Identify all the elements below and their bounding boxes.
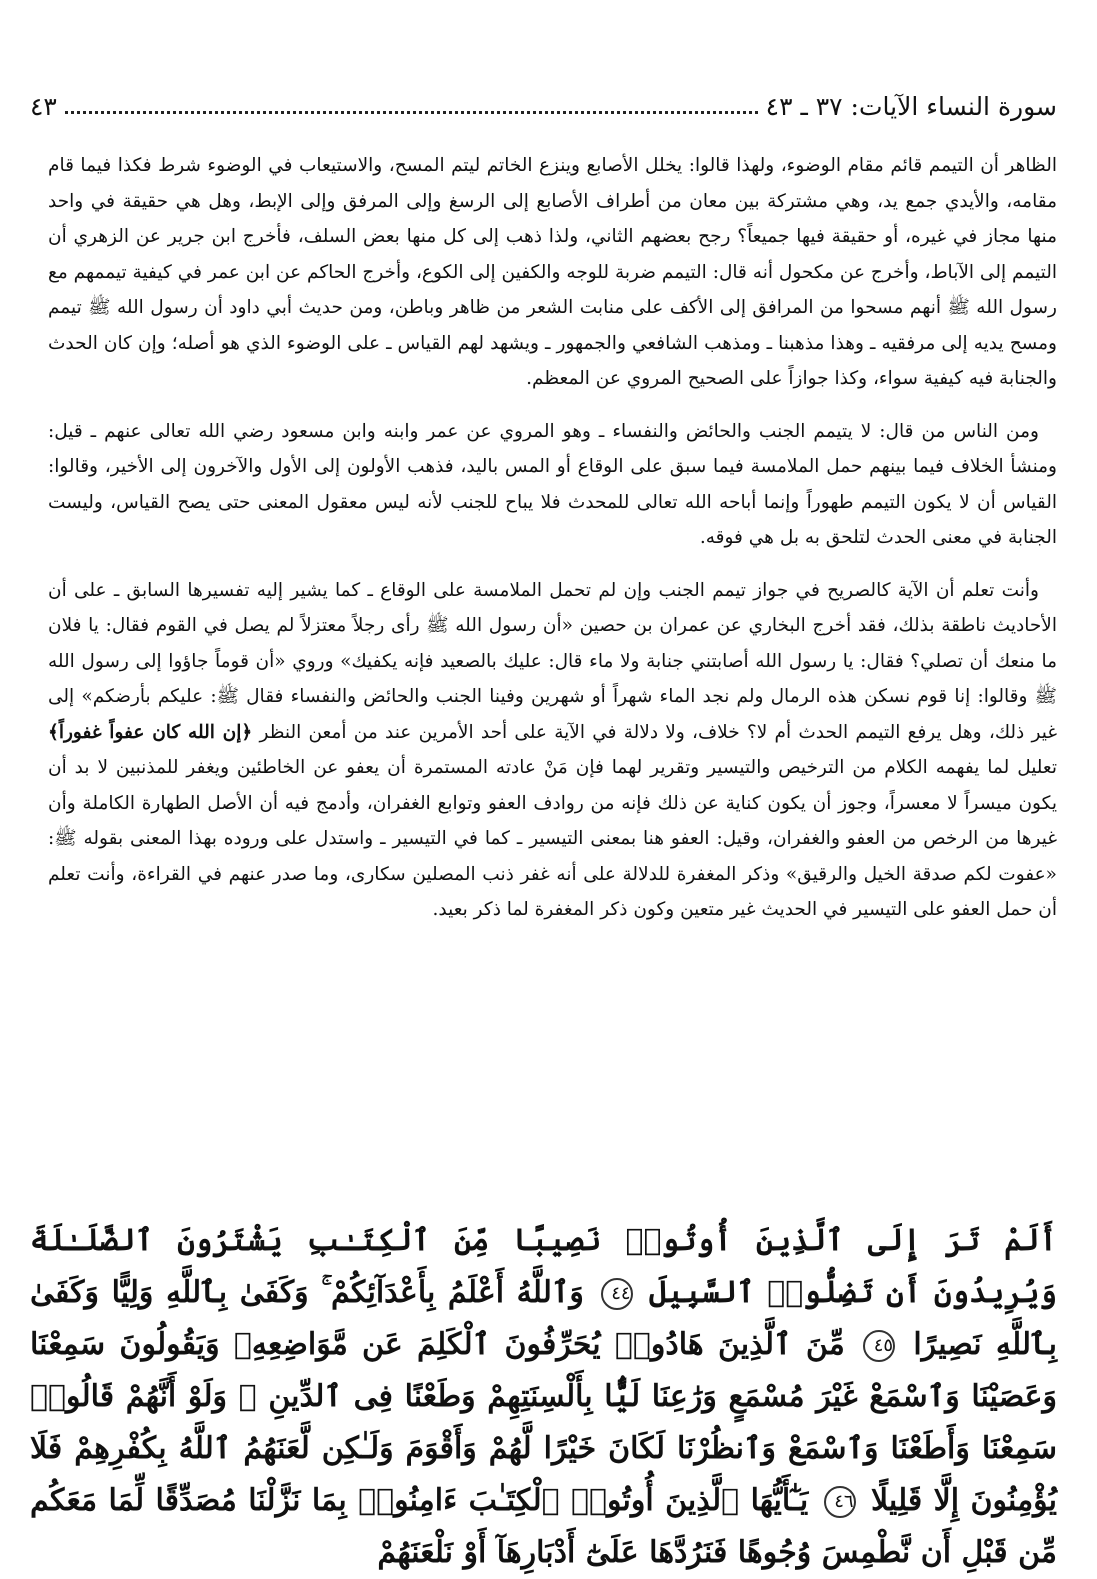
running-header xyxy=(30,88,1057,124)
ayah-number-45: ٤٥ xyxy=(863,1330,895,1362)
commentary-text xyxy=(48,148,1057,945)
page-number: ٤٣ xyxy=(30,91,57,121)
paragraph-3-part-1: وأنت تعلم أن الآية كالصريح في جواز تيمم الجنب وإن لم تحمل الملامسة على الوقاع ـ كما يشير إليه تفسيرها السابق ـ على أن الأحاديث ناطقة بذلك، فقد أخرج البخاري عن عمران بن حصين «أن رسول الله ﷺ رأى رجلاً معتزلاً لم يصل في القوم فقال: يا فلان ما منعك أن تصلي؟ فقال: يا رسول الله أصابتني جنابة ولا ماء قال: عليك بالصعيد فإنه يكفيك» وروي «أن قوماً جاؤوا إلى رسول الله ﷺ وقالوا: إنا قوم نسكن هذه الرمال ولم نجد الماء شهراً أو شهرين وفينا الجنب والحائض والنفساء فقال ﷺ: عليكم بأرضكم» إلى غير ذلك، وهل يرفع التيمم الحدث أم لا؟ خلاف، ولا دلالة في الآية على أحد الأمرين عند من أمعن النظر xyxy=(48,579,1057,743)
ayah-number-44: ٤٤ xyxy=(601,1278,633,1310)
header-dotted-leader xyxy=(65,111,758,114)
paragraph-3-part-2: تعليل لما يفهمه الكلام من الترخيص والتيسير وتقرير لهما فإن مَنْ عادته المستمرة أن يعفو عن الخاطئين ويغفر للمذنبين لا بد أن يكون ميسراً لا معسراً، وجوز أن يكون كناية عن ذلك فإنه من روادف العفو وتوابع الغفران، وأدمج فيه أن الأصل الطهارة الكاملة وأن غيرها من الرخص من العفو والغفران، وقيل: العفو هنا بمعنى التيسير ـ كما في التيسير ـ واستدل على وروده بهذا المعنى بقوله ﷺ: «عفوت لكم صدقة الخيل والرقيق» وذكر المغفرة للدلالة على أنه غفر ذنب المصلين سكارى، وما صدر عنهم في القراءة، وأنت تعلم أن حمل العفو على التيسير في الحديث غير متعين وكون ذكر المغفرة لما ذكر بعيد. xyxy=(48,757,1057,920)
ayah-number-46: ٤٦ xyxy=(824,1486,856,1518)
commentary-paragraph-3 xyxy=(48,573,1057,928)
verse-46: مِّنَ ٱلَّذِينَ هَادُوا۟ يُحَرِّفُونَ ٱلْكَلِمَ عَن مَّوَاضِعِهِۦ وَيَقُولُونَ سَمِعْنَا وَعَصَيْنَا وَٱسْمَعْ غَيْرَ مُسْمَعٍ وَرَٰعِنَا لَيًّۢا بِأَلْسِنَتِهِمْ وَطَعْنًا فِى ٱلدِّينِ ۚ وَلَوْ أَنَّهُمْ قَالُوا۟ سَمِعْنَا وَأَطَعْنَا وَٱسْمَعْ وَٱنظُرْنَا لَكَانَ خَيْرًا لَّهُمْ وَأَقْوَمَ وَلَـٰكِن لَّعَنَهُمُ ٱللَّهُ بِكُفْرِهِمْ فَلَا يُؤْمِنُونَ إِلَّا قَلِيلًا xyxy=(30,1327,1058,1518)
verse-47: يَـٰٓأَيُّهَا ٱلَّذِينَ أُوتُوا۟ ٱلْكِتَـٰبَ ءَامِنُوا۟ بِمَا نَزَّلْنَا مُصَدِّقًا لِّمَا مَعَكُم مِّن قَبْلِ أَن نَّطْمِسَ وُجُوهًا فَنَرُدَّهَا عَلَىٰٓ أَدْبَارِهَآ أَوْ نَلْعَنَهُمْ xyxy=(30,1483,1057,1570)
quoted-verse-fragment: ﴿إن الله كان عفواً غفوراً﴾ xyxy=(48,721,253,743)
verse-44: أَلَمْ تَرَ إِلَى ٱلَّذِينَ أُوتُوا۟ نَصِيبًا مِّنَ ٱلْكِتَـٰبِ يَشْتَرُونَ ٱلضَّلَـٰلَةَ وَيُرِيدُونَ أَن تَضِلُّوا۟ ٱلسَّبِيلَ xyxy=(30,1223,1057,1310)
commentary-paragraph-2: ومن الناس من قال: لا يتيمم الجنب والحائض والنفساء ـ وهو المروي عن عمر وابنه وابن مسعود رضي الله تعالى عنهم ـ قيل: ومنشأ الخلاف فيما بينهم حمل الملامسة فيما سبق على الوقاع أو المس باليد، فذهب الأولون إلى الأول والآخرون إلى الأخير، وقالوا: القياس أن لا يكون التيمم طهوراً وإنما أباحه الله تعالى للمحدث فلا يباح للجنب لأنه ليس معقول المعنى حتى يصح القياس، وليست الجنابة في معنى الحدث لتلحق به بل هي فوقه. xyxy=(48,420,1057,548)
header-title: سورة النساء الآيات: ٣٧ ـ ٤٣ xyxy=(765,91,1057,121)
quran-verses-block xyxy=(30,1215,1057,1579)
verse-45: وَٱللَّهُ أَعْلَمُ بِأَعْدَآئِكُمْ ۚ وَكَفَىٰ بِٱللَّهِ وَلِيًّا وَكَفَىٰ بِٱللَّهِ نَصِيرًا xyxy=(30,1275,1057,1362)
commentary-paragraph-1: الظاهر أن التيمم قائم مقام الوضوء، ولهذا قالوا: يخلل الأصابع وينزع الخاتم ليتم المسح، والاستيعاب في الوضوء شرط فكذا فيما قام مقامه، والأيدي جمع يد، وهي مشتركة بين معان من أطراف الأصابع إلى الرسغ وإلى المرفق وإلى الإبط، وهل هي حقيقة في واحد منها مجاز في غيره، أو حقيقة فيها جميعاً؟ رجح بعضهم الثاني، ولذا ذهب إلى كل منها بعض السلف، فأخرج ابن جرير عن الزهري أن التيمم إلى الآباط، وأخرج عن مكحول أنه قال: التيمم ضربة للوجه والكفين إلى الكوع، وأخرج الحاكم عن ابن عمر في كيفية تيممهم مع رسول الله ﷺ أنهم مسحوا من المرافق إلى الأكف على منابت الشعر من ظاهر وباطن، ومن حديث أبي داود أن رسول الله ﷺ تيمم ومسح يديه إلى مرفقيه ـ وهذا مذهبنا ـ ومذهب الشافعي والجمهور ـ ويشهد لهم القياس ـ على الوضوء الذي هو أصله؛ وإن كان الحدث والجنابة فيه كيفية سواء، وكذا جوازاً على الصحيح المروي عن المعظم. xyxy=(48,155,1057,389)
